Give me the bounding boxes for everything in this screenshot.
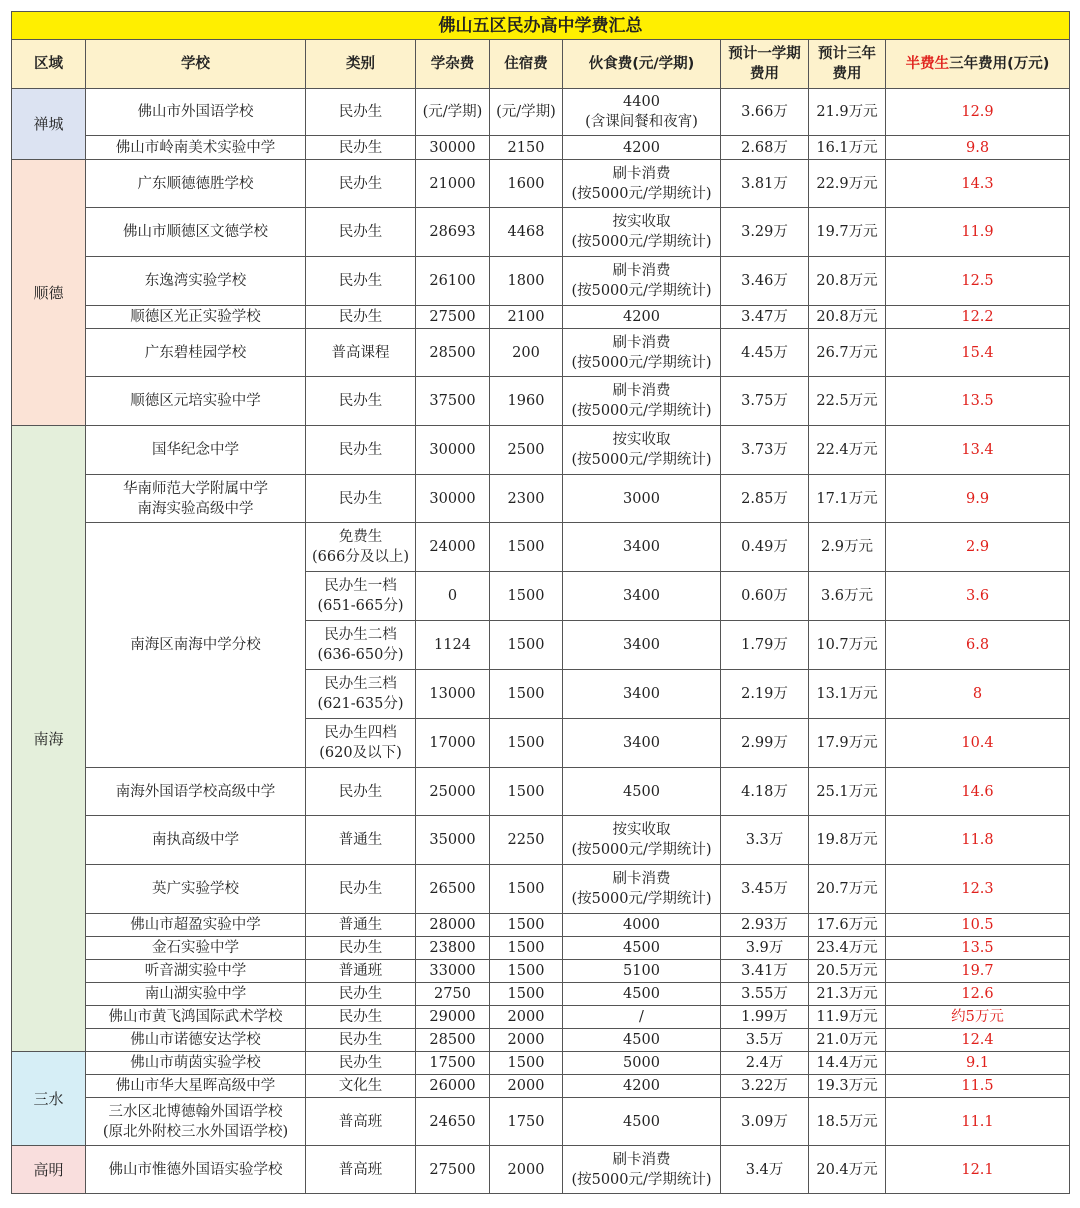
half-fee-cell: 3.6 [886, 572, 1070, 621]
meals-cell: 刷卡消费 (按5000元/学期统计) [563, 865, 721, 914]
lodging-cell: 1600 [490, 160, 563, 208]
lodging-cell: 1500 [490, 670, 563, 719]
tuition-cell: 27500 [416, 1146, 490, 1194]
semester-cost-cell: 3.55万 [721, 983, 809, 1006]
header-tuition: 学杂费 [416, 40, 490, 89]
semester-cost-cell: 3.9万 [721, 937, 809, 960]
table-row [12, 768, 1070, 816]
three-year-cost-cell: 19.7万元 [809, 208, 886, 257]
half-fee-cell: 8 [886, 670, 1070, 719]
table-row [12, 1006, 1070, 1029]
school-name: 佛山市黄飞鸿国际武术学校 [86, 1006, 306, 1029]
semester-cost-cell: 1.79万 [721, 621, 809, 670]
tuition-cell: 25000 [416, 768, 490, 816]
three-year-cost-cell: 16.1万元 [809, 136, 886, 160]
school-name: 佛山市萌茵实验学校 [86, 1052, 306, 1075]
meals-cell: 刷卡消费 (按5000元/学期统计) [563, 257, 721, 306]
three-year-cost-cell: 17.1万元 [809, 475, 886, 523]
half-fee-cell: 11.1 [886, 1098, 1070, 1146]
school-name: 金石实验中学 [86, 937, 306, 960]
semester-cost-cell: 2.68万 [721, 136, 809, 160]
school-name: 佛山市顺德区文德学校 [86, 208, 306, 257]
table-row [12, 1098, 1070, 1146]
lodging-cell: 2000 [490, 1006, 563, 1029]
category-cell: 民办生 [306, 257, 416, 306]
school-name: 国华纪念中学 [86, 426, 306, 475]
meals-cell: 3000 [563, 475, 721, 523]
category-cell: 民办生 [306, 1006, 416, 1029]
lodging-cell: (元/学期) [490, 89, 563, 136]
category-cell: 民办生 [306, 136, 416, 160]
school-name: 英广实验学校 [86, 865, 306, 914]
half-fee-cell: 12.5 [886, 257, 1070, 306]
tuition-cell: 21000 [416, 160, 490, 208]
school-name: 佛山市超盈实验中学 [86, 914, 306, 937]
category-cell: 普高班 [306, 1146, 416, 1194]
lodging-cell: 1500 [490, 719, 563, 768]
half-fee-cell: 13.5 [886, 377, 1070, 426]
lodging-cell: 2100 [490, 306, 563, 329]
tuition-cell: 0 [416, 572, 490, 621]
three-year-cost-cell: 2.9万元 [809, 523, 886, 572]
semester-cost-cell: 3.41万 [721, 960, 809, 983]
half-fee-cell: 12.3 [886, 865, 1070, 914]
table-row [12, 914, 1070, 937]
school-name: 佛山市外国语学校 [86, 89, 306, 136]
three-year-cost-cell: 17.6万元 [809, 914, 886, 937]
lodging-cell: 2150 [490, 136, 563, 160]
semester-cost-cell: 3.4万 [721, 1146, 809, 1194]
half-fee-cell: 10.4 [886, 719, 1070, 768]
semester-cost-cell: 3.73万 [721, 426, 809, 475]
category-cell: 民办生 [306, 937, 416, 960]
semester-cost-cell: 0.49万 [721, 523, 809, 572]
header-half-fee: 半费生三年费用(万元) [886, 40, 1070, 89]
three-year-cost-cell: 26.7万元 [809, 329, 886, 377]
lodging-cell: 1500 [490, 621, 563, 670]
lodging-cell: 1500 [490, 572, 563, 621]
tuition-cell: 24650 [416, 1098, 490, 1146]
half-fee-cell: 15.4 [886, 329, 1070, 377]
tuition-cell: 17000 [416, 719, 490, 768]
tuition-cell: 26100 [416, 257, 490, 306]
category-cell: 民办生 [306, 865, 416, 914]
lodging-cell: 1500 [490, 523, 563, 572]
meals-cell: 5000 [563, 1052, 721, 1075]
category-cell: 民办生三档 (621-635分) [306, 670, 416, 719]
semester-cost-cell: 3.5万 [721, 1029, 809, 1052]
half-fee-cell: 19.7 [886, 960, 1070, 983]
table-row [12, 865, 1070, 914]
meals-cell: 3400 [563, 572, 721, 621]
table-row [12, 1029, 1070, 1052]
table-row [12, 89, 1070, 136]
tuition-cell: 27500 [416, 306, 490, 329]
table-row [12, 523, 1070, 572]
table-row [12, 960, 1070, 983]
meals-cell: 3400 [563, 523, 721, 572]
meals-cell: 4500 [563, 1098, 721, 1146]
lodging-cell: 2000 [490, 1075, 563, 1098]
school-name: 三水区北博德翰外国语学校 (原北外附校三水外国语学校) [86, 1098, 306, 1146]
region-cell-gaoming: 高明 [12, 1146, 86, 1194]
category-cell: 普通班 [306, 960, 416, 983]
header-lodging: 住宿费 [490, 40, 563, 89]
region-cell-chancheng: 禅城 [12, 89, 86, 160]
half-fee-cell: 14.3 [886, 160, 1070, 208]
meals-cell: / [563, 1006, 721, 1029]
half-fee-cell: 10.5 [886, 914, 1070, 937]
category-cell: 民办生一档 (651-665分) [306, 572, 416, 621]
school-name: 广东顺德德胜学校 [86, 160, 306, 208]
meals-cell: 刷卡消费 (按5000元/学期统计) [563, 329, 721, 377]
tuition-cell: 13000 [416, 670, 490, 719]
semester-cost-cell: 3.46万 [721, 257, 809, 306]
three-year-cost-cell: 22.9万元 [809, 160, 886, 208]
category-cell: 普通生 [306, 816, 416, 865]
semester-cost-cell: 3.47万 [721, 306, 809, 329]
category-cell: 民办生 [306, 89, 416, 136]
category-cell: 民办生 [306, 768, 416, 816]
school-name: 顺德区光正实验学校 [86, 306, 306, 329]
category-cell: 普通生 [306, 914, 416, 937]
category-cell: 民办生 [306, 1029, 416, 1052]
lodging-cell: 2250 [490, 816, 563, 865]
half-fee-cell: 13.5 [886, 937, 1070, 960]
table-row [12, 937, 1070, 960]
category-cell: 民办生 [306, 426, 416, 475]
three-year-cost-cell: 25.1万元 [809, 768, 886, 816]
half-fee-cell: 6.8 [886, 621, 1070, 670]
category-cell: 民办生 [306, 208, 416, 257]
half-fee-cell: 11.5 [886, 1075, 1070, 1098]
school-name: 佛山市岭南美术实验中学 [86, 136, 306, 160]
header-meals: 伙食费(元/学期) [563, 40, 721, 89]
semester-cost-cell: 2.99万 [721, 719, 809, 768]
category-cell: 民办生 [306, 306, 416, 329]
table-row [12, 257, 1070, 306]
category-cell: 民办生 [306, 475, 416, 523]
school-name: 南山湖实验中学 [86, 983, 306, 1006]
tuition-cell: 35000 [416, 816, 490, 865]
category-cell: 免费生 (666分及以上) [306, 523, 416, 572]
school-name: 佛山市惟德外国语实验学校 [86, 1146, 306, 1194]
semester-cost-cell: 2.4万 [721, 1052, 809, 1075]
semester-cost-cell: 3.09万 [721, 1098, 809, 1146]
table-body [12, 89, 1070, 1194]
table-row [12, 377, 1070, 426]
lodging-cell: 1500 [490, 960, 563, 983]
meals-cell: 4200 [563, 1075, 721, 1098]
lodging-cell: 2000 [490, 1029, 563, 1052]
meals-cell: 4500 [563, 937, 721, 960]
lodging-cell: 2300 [490, 475, 563, 523]
half-fee-cell: 12.1 [886, 1146, 1070, 1194]
school-name: 广东碧桂园学校 [86, 329, 306, 377]
school-name: 听音湖实验中学 [86, 960, 306, 983]
lodging-cell: 1500 [490, 983, 563, 1006]
fee-summary-sheet [11, 11, 1069, 1194]
lodging-cell: 200 [490, 329, 563, 377]
tuition-cell: 30000 [416, 426, 490, 475]
meals-cell: 3400 [563, 670, 721, 719]
semester-cost-cell: 3.66万 [721, 89, 809, 136]
semester-cost-cell: 2.19万 [721, 670, 809, 719]
half-fee-cell: 12.6 [886, 983, 1070, 1006]
meals-cell: 4400 (含课间餐和夜宵) [563, 89, 721, 136]
table-row [12, 208, 1070, 257]
half-fee-cell: 14.6 [886, 768, 1070, 816]
header-three-year-cost: 预计三年 费用 [809, 40, 886, 89]
tuition-cell: 28693 [416, 208, 490, 257]
three-year-cost-cell: 18.5万元 [809, 1098, 886, 1146]
meals-cell: 3400 [563, 621, 721, 670]
lodging-cell: 1800 [490, 257, 563, 306]
tuition-cell: 28000 [416, 914, 490, 937]
tuition-cell: 23800 [416, 937, 490, 960]
tuition-cell: 24000 [416, 523, 490, 572]
lodging-cell: 4468 [490, 208, 563, 257]
semester-cost-cell: 0.60万 [721, 572, 809, 621]
lodging-cell: 1750 [490, 1098, 563, 1146]
school-name: 佛山市诺德安达学校 [86, 1029, 306, 1052]
category-cell: 民办生 [306, 160, 416, 208]
tuition-cell: (元/学期) [416, 89, 490, 136]
semester-cost-cell: 3.75万 [721, 377, 809, 426]
tuition-cell: 26000 [416, 1075, 490, 1098]
meals-cell: 按实收取 (按5000元/学期统计) [563, 816, 721, 865]
meals-cell: 3400 [563, 719, 721, 768]
half-fee-cell: 9.9 [886, 475, 1070, 523]
three-year-cost-cell: 17.9万元 [809, 719, 886, 768]
semester-cost-cell: 1.99万 [721, 1006, 809, 1029]
lodging-cell: 1500 [490, 1052, 563, 1075]
table-row [12, 816, 1070, 865]
three-year-cost-cell: 19.3万元 [809, 1075, 886, 1098]
three-year-cost-cell: 20.8万元 [809, 257, 886, 306]
meals-cell: 4200 [563, 136, 721, 160]
three-year-cost-cell: 19.8万元 [809, 816, 886, 865]
half-fee-cell: 12.9 [886, 89, 1070, 136]
table-row [12, 983, 1070, 1006]
category-cell: 普高课程 [306, 329, 416, 377]
three-year-cost-cell: 21.9万元 [809, 89, 886, 136]
table-row [12, 1146, 1070, 1194]
half-fee-cell: 2.9 [886, 523, 1070, 572]
three-year-cost-cell: 14.4万元 [809, 1052, 886, 1075]
school-name: 南海区南海中学分校 [86, 523, 306, 768]
semester-cost-cell: 2.85万 [721, 475, 809, 523]
tuition-cell: 30000 [416, 475, 490, 523]
three-year-cost-cell: 22.4万元 [809, 426, 886, 475]
tuition-cell: 37500 [416, 377, 490, 426]
category-cell: 民办生四档 (620及以下) [306, 719, 416, 768]
lodging-cell: 2000 [490, 1146, 563, 1194]
table-row [12, 426, 1070, 475]
half-fee-cell: 9.1 [886, 1052, 1070, 1075]
tuition-cell: 28500 [416, 329, 490, 377]
three-year-cost-cell: 23.4万元 [809, 937, 886, 960]
three-year-cost-cell: 20.8万元 [809, 306, 886, 329]
half-fee-cell: 约5万元 [886, 1006, 1070, 1029]
category-cell: 民办生二档 (636-650分) [306, 621, 416, 670]
category-cell: 普高班 [306, 1098, 416, 1146]
tuition-cell: 28500 [416, 1029, 490, 1052]
semester-cost-cell: 2.93万 [721, 914, 809, 937]
header-region: 区域 [12, 40, 86, 89]
tuition-cell: 26500 [416, 865, 490, 914]
meals-cell: 刷卡消费 (按5000元/学期统计) [563, 377, 721, 426]
three-year-cost-cell: 20.7万元 [809, 865, 886, 914]
table-row [12, 1052, 1070, 1075]
meals-cell: 按实收取 (按5000元/学期统计) [563, 426, 721, 475]
table-row [12, 306, 1070, 329]
category-cell: 民办生 [306, 983, 416, 1006]
three-year-cost-cell: 21.0万元 [809, 1029, 886, 1052]
lodging-cell: 1500 [490, 768, 563, 816]
three-year-cost-cell: 20.5万元 [809, 960, 886, 983]
semester-cost-cell: 3.29万 [721, 208, 809, 257]
three-year-cost-cell: 10.7万元 [809, 621, 886, 670]
three-year-cost-cell: 20.4万元 [809, 1146, 886, 1194]
tuition-cell: 2750 [416, 983, 490, 1006]
category-cell: 文化生 [306, 1075, 416, 1098]
table-row [12, 475, 1070, 523]
school-name: 南海外国语学校高级中学 [86, 768, 306, 816]
table-row [12, 1075, 1070, 1098]
three-year-cost-cell: 11.9万元 [809, 1006, 886, 1029]
meals-cell: 刷卡消费 (按5000元/学期统计) [563, 160, 721, 208]
tuition-cell: 30000 [416, 136, 490, 160]
three-year-cost-cell: 21.3万元 [809, 983, 886, 1006]
school-name: 东逸湾实验学校 [86, 257, 306, 306]
table-row [12, 160, 1070, 208]
meals-cell: 按实收取 (按5000元/学期统计) [563, 208, 721, 257]
semester-cost-cell: 3.22万 [721, 1075, 809, 1098]
table-row [12, 329, 1070, 377]
region-cell-shunde: 顺德 [12, 160, 86, 426]
table-row [12, 136, 1070, 160]
semester-cost-cell: 4.18万 [721, 768, 809, 816]
half-fee-cell: 11.9 [886, 208, 1070, 257]
meals-cell: 4500 [563, 983, 721, 1006]
semester-cost-cell: 3.81万 [721, 160, 809, 208]
table-title: 佛山五区民办高中学费汇总 [12, 12, 1070, 40]
three-year-cost-cell: 13.1万元 [809, 670, 886, 719]
lodging-cell: 1500 [490, 914, 563, 937]
meals-cell: 5100 [563, 960, 721, 983]
lodging-cell: 1500 [490, 937, 563, 960]
header-semester-cost: 预计一学期 费用 [721, 40, 809, 89]
region-cell-nanhai: 南海 [12, 426, 86, 1052]
three-year-cost-cell: 22.5万元 [809, 377, 886, 426]
lodging-cell: 2500 [490, 426, 563, 475]
header-category: 类别 [306, 40, 416, 89]
header-row [12, 40, 1070, 89]
meals-cell: 4500 [563, 768, 721, 816]
semester-cost-cell: 3.45万 [721, 865, 809, 914]
meals-cell: 4000 [563, 914, 721, 937]
semester-cost-cell: 3.3万 [721, 816, 809, 865]
half-fee-cell: 12.4 [886, 1029, 1070, 1052]
three-year-cost-cell: 3.6万元 [809, 572, 886, 621]
school-name: 南执高级中学 [86, 816, 306, 865]
school-name: 顺德区元培实验中学 [86, 377, 306, 426]
region-cell-sanshui: 三水 [12, 1052, 86, 1146]
tuition-cell: 33000 [416, 960, 490, 983]
half-fee-cell: 11.8 [886, 816, 1070, 865]
tuition-cell: 17500 [416, 1052, 490, 1075]
half-fee-cell: 9.8 [886, 136, 1070, 160]
tuition-cell: 29000 [416, 1006, 490, 1029]
tuition-cell: 1124 [416, 621, 490, 670]
semester-cost-cell: 4.45万 [721, 329, 809, 377]
fee-table [11, 11, 1070, 1194]
category-cell: 民办生 [306, 1052, 416, 1075]
half-fee-cell: 13.4 [886, 426, 1070, 475]
half-fee-cell: 12.2 [886, 306, 1070, 329]
lodging-cell: 1960 [490, 377, 563, 426]
school-name: 佛山市华大星晖高级中学 [86, 1075, 306, 1098]
header-school: 学校 [86, 40, 306, 89]
meals-cell: 4200 [563, 306, 721, 329]
meals-cell: 刷卡消费 (按5000元/学期统计) [563, 1146, 721, 1194]
lodging-cell: 1500 [490, 865, 563, 914]
category-cell: 民办生 [306, 377, 416, 426]
school-name: 华南师范大学附属中学 南海实验高级中学 [86, 475, 306, 523]
meals-cell: 4500 [563, 1029, 721, 1052]
